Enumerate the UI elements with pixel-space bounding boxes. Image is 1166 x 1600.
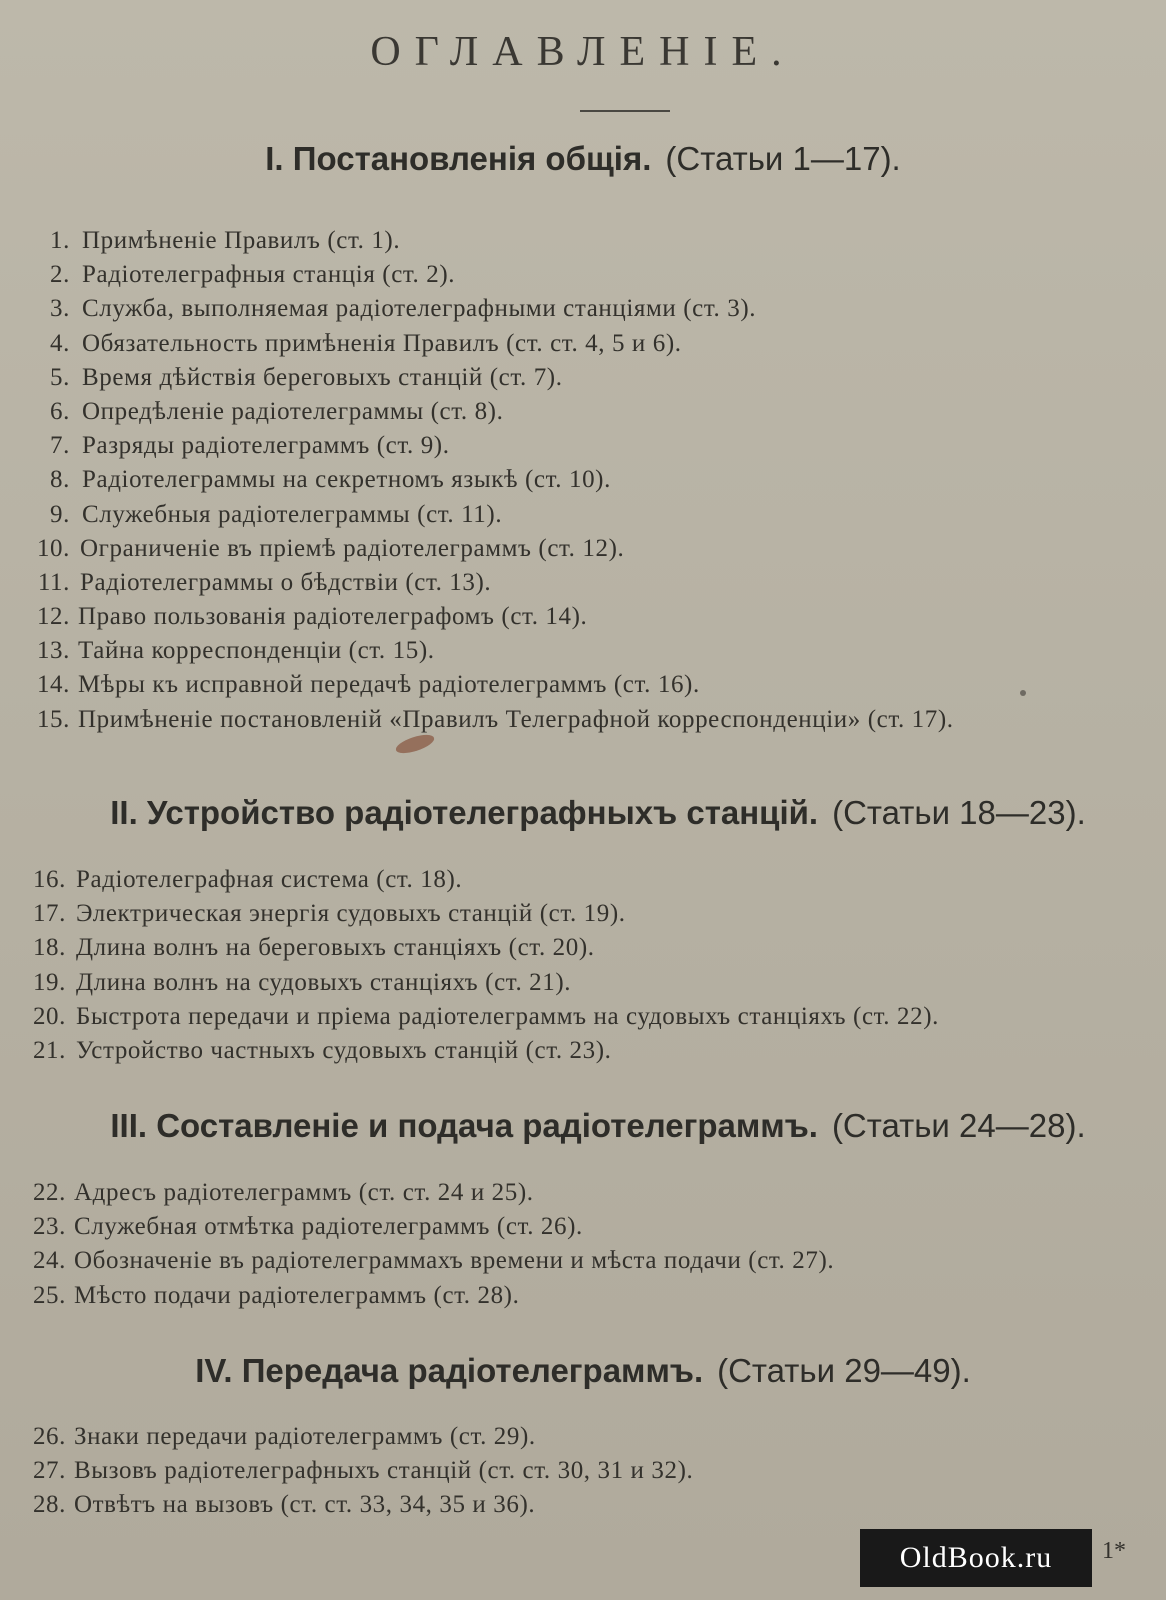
toc-item [0, 966, 1166, 1000]
item-number: 10. [36, 534, 70, 562]
watermark-logo: OldBook.ru [860, 1529, 1092, 1587]
section-name: III. Составленіе и подача радіотелеграммъ. [110, 1107, 818, 1144]
item-number: 3. [50, 295, 70, 323]
item-text: Отвѣтъ на вызовъ (ст. ст. 33, 34, 35 и 36). [74, 1491, 536, 1519]
item-text: Служба, выполняемая радіотелеграфными станціями (ст. 3). [82, 295, 757, 323]
item-number: 18. [32, 934, 66, 962]
item-text: Примѣненіе Правилъ (ст. 1). [82, 227, 401, 254]
item-text: Адресъ радіотелеграммъ (ст. ст. 24 и 25). [74, 1179, 534, 1206]
item-text: Право пользованія радіотелеграфомъ (ст. 14). [78, 603, 588, 631]
item-number: 14. [36, 671, 70, 699]
toc-item [0, 703, 1166, 737]
item-text: Радіотелеграммы о бѣдствіи (ст. 13). [80, 568, 492, 596]
title-rule [580, 110, 670, 112]
item-number: 28. [32, 1491, 66, 1519]
item-number: 2. [50, 261, 70, 289]
toc-item [0, 327, 1166, 361]
item-number: 19. [32, 968, 66, 996]
toc-item [0, 1034, 1166, 1068]
section-list-1 [0, 224, 1166, 737]
section-list-4 [0, 1420, 1166, 1523]
toc-item [0, 1176, 1166, 1210]
item-number: 27. [32, 1457, 66, 1485]
toc-item [0, 1210, 1166, 1244]
item-text: Длина волнъ на судовыхъ станціяхъ (ст. 21). [76, 968, 572, 996]
item-number: 21. [32, 1036, 66, 1064]
item-number: 24. [32, 1247, 66, 1275]
item-number: 5. [50, 363, 70, 391]
section-name: I. Постановленія общія. [265, 140, 652, 177]
item-number: 13. [36, 637, 70, 665]
section-heading-4 [0, 1352, 1166, 1390]
toc-item [0, 668, 1166, 702]
item-number: 9. [50, 500, 70, 528]
item-number: 8. [50, 466, 70, 494]
item-text: Быстрота передачи и пріема радіотелеграммъ на судовыхъ станціяхъ (ст. 22). [76, 1002, 939, 1030]
item-number: 4. [50, 329, 70, 357]
item-number: 7. [50, 432, 70, 460]
section-range: (Статьи 1—17). [665, 140, 901, 177]
toc-item [0, 863, 1166, 897]
item-number: 15. [36, 705, 70, 733]
item-number: 20. [32, 1002, 66, 1030]
toc-item [0, 532, 1166, 566]
toc-item [0, 429, 1166, 463]
toc-item [0, 931, 1166, 965]
section-range: (Статьи 24—28). [831, 1107, 1086, 1144]
item-number: 12. [36, 603, 70, 631]
item-text: Тайна корреспонденціи (ст. 15). [78, 637, 435, 665]
item-number: 26. [32, 1423, 66, 1450]
toc-item [0, 1279, 1166, 1313]
section-heading-3 [0, 1107, 1166, 1145]
toc-item [0, 292, 1166, 326]
item-text: Обязательность примѣненія Правилъ (ст. ст. 4, 5 и 6). [82, 329, 682, 357]
item-text: Примѣненіе постановленій «Правилъ Телеграфной корреспонденціи» (ст. 17). [78, 705, 954, 733]
section-range: (Статьи 18—23). [832, 794, 1086, 831]
item-text: Мѣры къ исправной передачѣ радіотелеграммъ (ст. 16). [78, 671, 700, 699]
item-text: Опредѣленіе радіотелеграммы (ст. 8). [82, 397, 504, 425]
toc-item [0, 1000, 1166, 1034]
section-list-3 [0, 1176, 1166, 1313]
item-number: 22. [32, 1179, 66, 1206]
toc-item [0, 1454, 1166, 1488]
toc-item [0, 498, 1166, 532]
item-number: 11. [37, 568, 70, 596]
section-name: II. Устройство радіотелеграфныхъ станцій. [110, 794, 819, 831]
toc-item [0, 224, 1166, 258]
item-text: Радіотелеграфныя станція (ст. 2). [82, 261, 456, 289]
item-text: Вызовъ радіотелеграфныхъ станцій (ст. ст. 30, 31 и 32). [74, 1457, 694, 1485]
toc-item [0, 566, 1166, 600]
item-text: Длина волнъ на береговыхъ станціяхъ (ст. 20). [76, 934, 595, 962]
item-text: Обозначеніе въ радіотелеграммахъ времени и мѣста подачи (ст. 27). [74, 1247, 835, 1275]
toc-item [0, 897, 1166, 931]
item-text: Радіотелеграфная система (ст. 18). [76, 866, 463, 893]
item-text: Ограниченіе въ пріемѣ радіотелеграммъ (ст. 12). [80, 534, 625, 562]
item-text: Время дѣйствія береговыхъ станцій (ст. 7). [82, 363, 563, 391]
item-text: Радіотелеграммы на секретномъ языкѣ (ст. 10). [82, 466, 611, 494]
section-list-2 [0, 863, 1166, 1068]
item-text: Устройство частныхъ судовыхъ станцій (ст. 23). [76, 1036, 612, 1064]
paper-spot [1020, 690, 1026, 696]
section-heading-1 [0, 140, 1166, 178]
toc-item [0, 463, 1166, 497]
toc-item [0, 258, 1166, 292]
item-number: 25. [32, 1281, 66, 1309]
item-text: Разряды радіотелеграммъ (ст. 9). [82, 432, 450, 460]
item-text: Служебныя радіотелеграммы (ст. 11). [82, 500, 503, 528]
item-text: Электрическая энергія судовыхъ станцій (ст. 19). [76, 900, 626, 928]
toc-item [0, 634, 1166, 668]
section-heading-2 [0, 794, 1166, 832]
toc-item [0, 1244, 1166, 1278]
item-number: 1. [50, 227, 70, 254]
page-marker: 1* [1102, 1538, 1126, 1564]
section-name: IV. Передача радіотелеграммъ. [195, 1352, 704, 1389]
item-number: 16. [32, 866, 66, 893]
toc-item [0, 1420, 1166, 1454]
item-text: Знаки передачи радіотелеграммъ (ст. 29). [74, 1423, 536, 1450]
item-number: 23. [32, 1213, 66, 1241]
toc-item [0, 600, 1166, 634]
page-title: ОГЛАВЛЕНІЕ. [370, 29, 796, 75]
item-number: 17. [32, 900, 66, 928]
item-text: Служебная отмѣтка радіотелеграммъ (ст. 26). [74, 1213, 583, 1241]
toc-item [0, 361, 1166, 395]
toc-item [0, 395, 1166, 429]
section-range: (Статьи 29—49). [717, 1352, 971, 1389]
toc-item [0, 1488, 1166, 1522]
item-number: 6. [50, 397, 70, 425]
item-text: Мѣсто подачи радіотелеграммъ (ст. 28). [74, 1281, 520, 1309]
